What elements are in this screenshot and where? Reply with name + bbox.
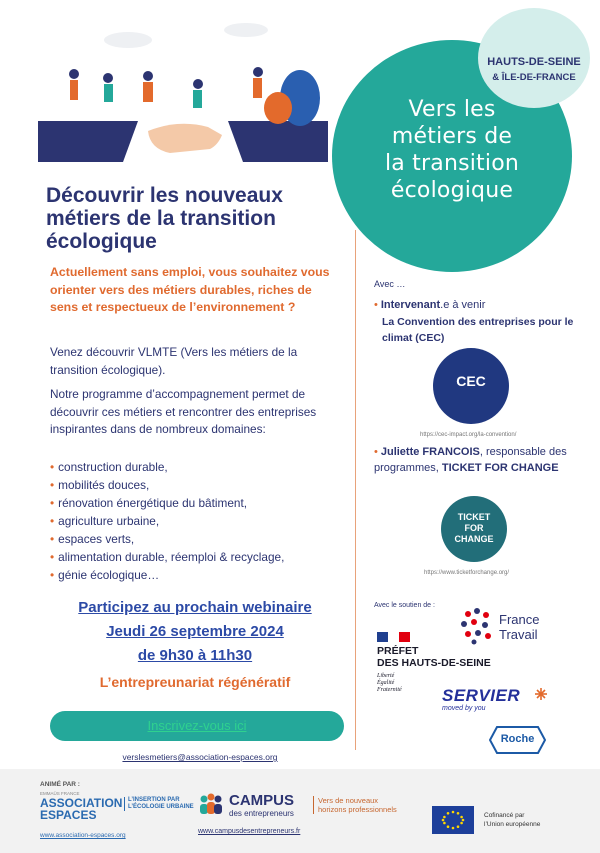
- cec-url-link[interactable]: https://cec-impact.org/la-convention/: [420, 432, 517, 438]
- webinar-date-link[interactable]: Jeudi 26 septembre 2024: [106, 623, 284, 640]
- webinar-time-link[interactable]: de 9h30 à 11h30: [137, 647, 253, 664]
- register-button[interactable]: Inscrivez-vous ici: [50, 711, 344, 741]
- emmaus-label: EMMAÜS FRANCE: [40, 791, 80, 796]
- ticket-for-change-url-link[interactable]: https://www.ticketforchange.org/: [424, 570, 510, 576]
- france-travail-logo-icon: [458, 606, 496, 646]
- roche-logo-text: Roche: [500, 733, 535, 745]
- eu-cofunding-text: Cofinancé par l’Union européenne: [484, 812, 541, 828]
- people-illustration: [38, 6, 328, 162]
- webinar-theme: L’entrepreunariat régénératif: [99, 674, 291, 690]
- campus-name: CAMPUS: [229, 792, 295, 809]
- ticket-for-change-logo-text: TICKET FOR CHANGE: [454, 512, 494, 544]
- bullet-icon: •: [374, 299, 378, 311]
- list-item: • génie écologique…: [50, 566, 345, 584]
- campus-tagline: Vers de nouveaux horizons professionnels: [313, 796, 403, 814]
- list-item: • espaces verts,: [50, 530, 345, 548]
- paragraph-vlmte: Venez découvrir VLMTE (Vers les métiers de la transition écologique).: [50, 345, 298, 377]
- france-travail-name: France Travail: [499, 612, 540, 642]
- servier-star-icon: [535, 688, 547, 700]
- list-item: • construction durable,: [50, 458, 345, 476]
- speaker-1-name: • Intervenant.e à venir: [374, 299, 486, 311]
- contact-email-link[interactable]: verslesmetiers@association-espaces.org: [122, 752, 278, 762]
- domains-list: [50, 458, 345, 584]
- speakers-label: Avec …: [374, 279, 406, 289]
- circle-title: Vers les métiers de la transition écologique: [385, 97, 519, 203]
- prefet-name: PRÉFET DES HAUTS-DE-SEINE: [377, 645, 491, 669]
- campus-people-icon: [198, 793, 224, 815]
- hero-illustration: [38, 6, 328, 162]
- webinar-link[interactable]: Participez au prochain webinaire: [78, 599, 312, 616]
- region-sublabel: & ÎLE-DE-FRANCE: [492, 72, 576, 83]
- list-item: • mobilités douces,: [50, 476, 345, 494]
- page-title: Découvrir les nouveaux métiers de la transition écologique: [46, 184, 283, 253]
- association-url-link[interactable]: www.association-espaces.org: [40, 832, 126, 839]
- region-label: HAUTS-DE-SEINE: [487, 56, 581, 68]
- speaker-1-org: La Convention des entreprises pour le climat (CEC): [382, 316, 574, 344]
- column-divider: [355, 230, 356, 750]
- paragraph-programme: Notre programme d’accompagnement permet de découvrir ces métiers et rencontrer des entreprises inspirantes dans de nombreux domaines:: [50, 387, 317, 436]
- list-item: • alimentation durable, réemploi & recyclage,: [50, 548, 345, 566]
- speaker-2: • Juliette FRANCOIS, responsable des programmes, TICKET FOR CHANGE: [374, 446, 567, 474]
- campus-url-link[interactable]: www.campusdesentrepreneurs.fr: [198, 828, 301, 835]
- organizer-label: ANIMÉ PAR :: [40, 781, 80, 788]
- list-item: • agriculture urbaine,: [50, 512, 345, 530]
- bullet-icon: •: [374, 446, 378, 458]
- list-item: • rénovation énergétique du bâtiment,: [50, 494, 345, 512]
- cec-logo-text: CEC: [456, 373, 486, 389]
- republic-motto: Liberté Égalité Fraternité: [377, 673, 402, 693]
- french-flag-icon: [377, 632, 410, 642]
- campus-subtitle: des entrepreneurs: [229, 809, 294, 818]
- servier-tagline: moved by you: [442, 705, 486, 712]
- eu-flag-icon: [432, 806, 474, 834]
- sponsors-label: Avec le soutien de :: [374, 602, 435, 609]
- association-tagline: L’INSERTION PAR L’ÉCOLOGIE URBAINE: [124, 797, 194, 811]
- servier-logo-text: SERVIER: [442, 686, 521, 705]
- association-espaces-logo: ASSOCIATION ESPACES: [40, 796, 123, 822]
- intro-text: Actuellement sans emploi, vous souhaitez vous orienter vers des métiers durables, riches de sens et respectueux de l’environnement ?: [50, 265, 330, 314]
